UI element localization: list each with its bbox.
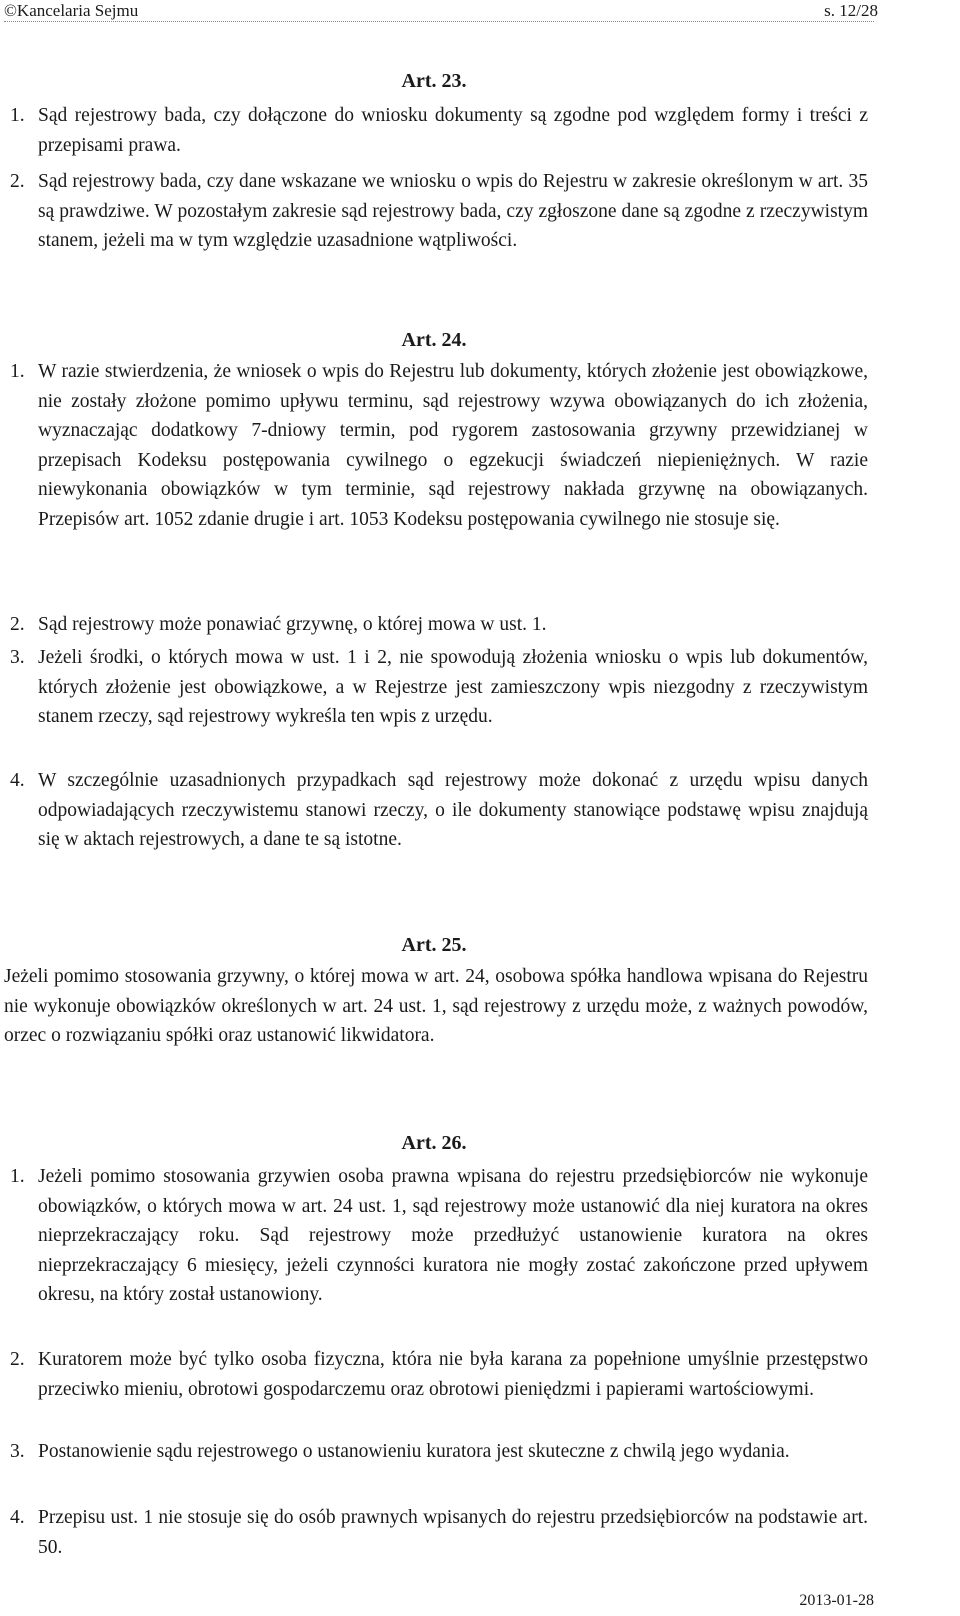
paragraph-text: Postanowienie sądu rejestrowego o ustanowieniu kuratora jest skuteczne z chwilą jego wydania. xyxy=(38,1441,790,1462)
paragraph-text: Jeżeli pomimo stosowania grzywien osoba prawna wpisana do rejestru przedsiębiorców nie wykonuje obowiązków, o których mowa w art. 24 ust. 1, sąd rejestrowy może ustanowić dla niej kuratora na okres nieprzekraczający roku. Sąd rejestrowy może przedłużyć ustanowienie kuratora na okres nieprzekraczający 6 miesięcy, jeżeli czynności kuratora nie mogły zostać zakończone przed upływem okresu, na który został ustanowiony. xyxy=(38,1166,868,1305)
article-paragraph xyxy=(10,1437,868,1467)
article-heading: Art. 23. xyxy=(401,70,467,92)
paragraph-text: Sąd rejestrowy bada, czy dołączone do wniosku dokumenty są zgodne pod względem formy i treści z przepisami prawa. xyxy=(38,105,868,156)
paragraph-number: 2. xyxy=(10,614,25,635)
paragraph-number: 4. xyxy=(10,1507,25,1528)
paragraph-text: Jeżeli środki, o których mowa w ust. 1 i 2, nie spowodują złożenia wniosku o wpis lub dokumentów, których złożenie jest obowiązkowe, a w Rejestrze jest zamieszczony wpis niezgodny z rzeczywistym stanem rzeczy, sąd rejestrowy wykreśla ten wpis z urzędu. xyxy=(38,647,868,727)
article-paragraph xyxy=(10,1162,868,1310)
article-paragraph xyxy=(10,766,868,855)
paragraph-number: 3. xyxy=(10,1441,25,1462)
paragraph-text: W razie stwierdzenia, że wniosek o wpis do Rejestru lub dokumenty, których złożenie jest obowiązkowe, nie zostały złożone pomimo upływu terminu, sąd rejestrowy wzywa obowiązanych do ich złożenia, wyznaczając dodatkowy 7-dniowy termin, pod rygorem zastosowania grzywny przewidzianej w przepisach Kodeksu postępowania cywilnego o egzekucji świadczeń niepieniężnych. W razie niewykonania obowiązków w tym terminie, sąd rejestrowy nakłada grzywnę na obowiązanych. Przepisów art. 1052 zdanie drugie i art. 1053 Kodeksu postępowania cywilnego nie stosuje się. xyxy=(38,361,868,530)
article-paragraph xyxy=(10,167,868,256)
article-paragraph xyxy=(10,1503,868,1562)
article-paragraph xyxy=(10,610,868,640)
page-header xyxy=(0,0,960,22)
paragraph-text: Sąd rejestrowy może ponawiać grzywnę, o której mowa w ust. 1. xyxy=(38,614,547,635)
article-paragraph xyxy=(10,643,868,732)
article-heading: Art. 26. xyxy=(401,1132,467,1154)
paragraph-number: 4. xyxy=(10,770,25,791)
paragraph-number: 1. xyxy=(10,105,25,126)
paragraph-text: Przepisu ust. 1 nie stosuje się do osób prawnych wpisanych do rejestru przedsiębiorców na podstawie art. 50. xyxy=(38,1507,868,1558)
article-heading: Art. 25. xyxy=(401,934,467,956)
paragraph-text: Kuratorem może być tylko osoba fizyczna, która nie była karana za popełnione umyślnie przestępstwo przeciwko mieniu, obrotowi gospodarczemu oraz obrotowi pieniędzmi i papierami wartościowymi. xyxy=(38,1349,868,1400)
article-paragraph xyxy=(10,1345,868,1404)
paragraph-number: 3. xyxy=(10,647,25,668)
page-number[interactable]: s. 12/28 xyxy=(824,1,878,20)
document-date: 2013-01-28 xyxy=(799,1592,874,1609)
article-paragraph xyxy=(10,357,868,534)
paragraph-text: W szczególnie uzasadnionych przypadkach sąd rejestrowy może dokonać z urzędu wpisu danych odpowiadających rzeczywistemu stanowi rzeczy, o ile dokumenty stanowiące podstawę wpisu znajdują się w aktach rejestrowych, a dane te są istotne. xyxy=(38,770,868,850)
header-divider xyxy=(4,21,874,22)
paragraph-number: 1. xyxy=(10,361,25,382)
source-link[interactable]: ©Kancelaria Sejmu xyxy=(4,1,139,20)
paragraph-number: 1. xyxy=(10,1166,25,1187)
article-heading: Art. 24. xyxy=(401,329,467,351)
paragraph-number: 2. xyxy=(10,171,25,192)
paragraph-text: Sąd rejestrowy bada, czy dane wskazane we wniosku o wpis do Rejestru w zakresie określonym w art. 35 są prawdziwe. W pozostałym zakresie sąd rejestrowy bada, czy zgłoszone dane są zgodne z rzeczywistym stanem, jeżeli ma w tym względzie uzasadnione wątpliwości. xyxy=(38,171,868,251)
paragraph-text: Jeżeli pomimo stosowania grzywny, o której mowa w art. 24, osobowa spółka handlowa wpisana do Rejestru nie wykonuje obowiązków określonych w art. 24 ust. 1, sąd rejestrowy z urzędu może, z ważnych powodów, orzec o rozwiązaniu spółki oraz ustanowić likwidatora. xyxy=(4,966,868,1046)
article-paragraph xyxy=(4,962,868,1051)
paragraph-number: 2. xyxy=(10,1349,25,1370)
article-paragraph xyxy=(10,101,868,160)
